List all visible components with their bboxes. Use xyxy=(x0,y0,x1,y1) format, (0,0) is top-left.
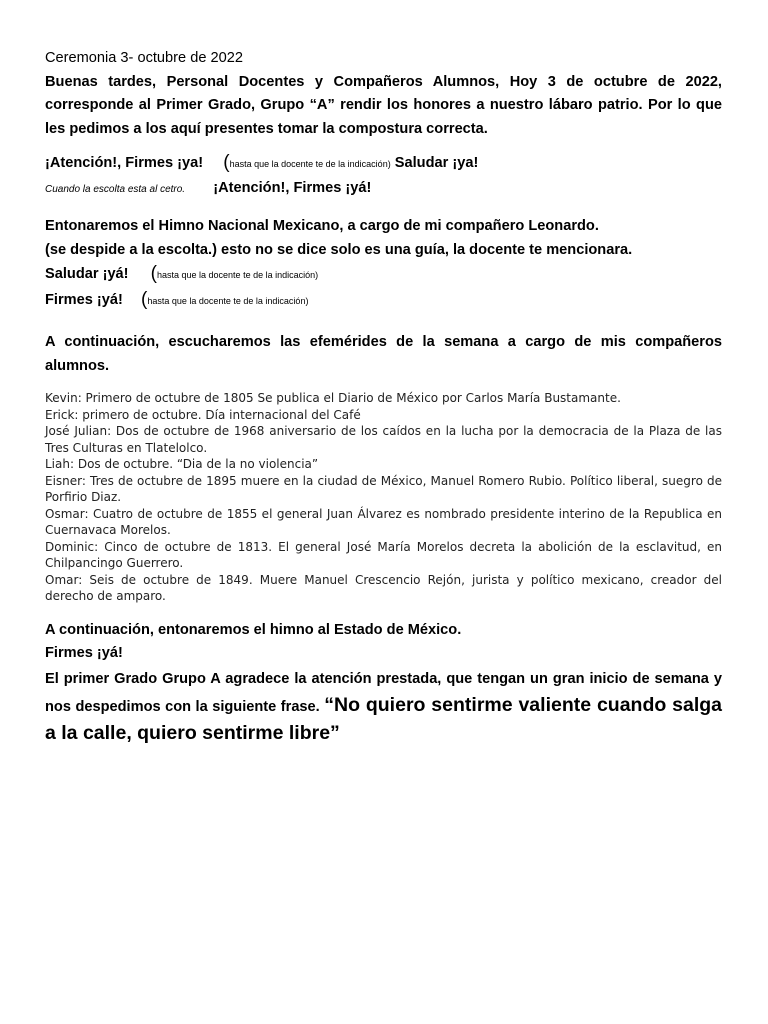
efemeride-item: Dominic: Cinco de octubre de 1813. El general José María Morelos decreta la abolición de la esclavitud, en Chilpancingo Guerrero. xyxy=(45,539,722,570)
efemerides-list xyxy=(45,390,722,605)
salute-line xyxy=(45,262,722,288)
efemeride-item: Kevin: Primero de octubre de 1805 Se publica el Diario de México por Carlos María Bustamante. xyxy=(45,391,621,405)
efemeride-item: Osmar: Cuatro de octubre de 1855 el general Juan Álvarez es nombrado presidente interino de la Republica en Cuernavaca Morelos. xyxy=(45,506,722,537)
commands-line-1 xyxy=(45,151,722,177)
attention-command-2: ¡Atención!, Firmes ¡yá! xyxy=(213,179,372,196)
efemeride-item: José Julian: Dos de octubre de 1968 aniversario de los caídos en la lucha por la democracia de la Plaza de las Tres Culturas en Tlatelolco. xyxy=(45,424,722,455)
document-page xyxy=(45,47,722,748)
paren-open-3: ( xyxy=(141,288,148,310)
attention-command: ¡Atención!, Firmes ¡ya! xyxy=(45,155,204,171)
efemerides-intro: A continuación, escucharemos las efemérides de la semana a cargo de mis compañeros alumnos. xyxy=(45,334,722,374)
salute-command: Saludar ¡ya! xyxy=(394,155,479,171)
instruction-note-2: hasta que la docente te de la indicación) xyxy=(157,270,319,280)
escort-note: Cuando la escolta esta al cetro. xyxy=(45,183,186,195)
efemeride-item: Liah: Dos de octubre. “Dia de la no violencia” xyxy=(45,457,319,471)
thanks-text: El primer Grado Grupo A agradece la atención prestada, que tengan un gran inicio de semana y nos despedimos con la siguiente frase. xyxy=(45,670,722,715)
firmes-final: Firmes ¡yá! xyxy=(45,645,123,661)
anthem-note: (se despide a la escolta.) esto no se dice solo es una guía, la docente te mencionara. xyxy=(45,241,633,258)
intro-paragraph: Buenas tardes, Personal Docentes y Compañeros Alumnos, Hoy 3 de octubre de 2022, corresponde al Primer Grado, Grupo “A” rendir los honores a nuestro lábaro patrio. Por lo que les pedimos a los aquí presentes tomar la compostura correcta. xyxy=(45,73,722,137)
firmes-command: Firmes ¡yá! xyxy=(45,291,123,308)
salute-command-2: Saludar ¡yá! xyxy=(45,266,129,282)
efemeride-item: Erick: primero de octubre. Día internacional del Café xyxy=(45,407,361,422)
closing-paragraph xyxy=(45,666,722,748)
commands-line-2 xyxy=(45,177,722,202)
paren-open-2: ( xyxy=(150,263,157,284)
state-anthem-line: A continuación, entonaremos el himno al Estado de México. xyxy=(45,621,462,638)
efemeride-item: Eisner: Tres de octubre de 1895 muere en la ciudad de México, Manuel Romero Rubio. Político liberal, suegro de Porfirio Diaz. xyxy=(45,473,722,504)
efemeride-item: Omar: Seis de octubre de 1849. Muere Manuel Crescencio Rejón, jurista y político mexicano, creador del derecho de amparo. xyxy=(45,572,722,603)
anthem-line: Entonaremos el Himno Nacional Mexicano, a cargo de mi compañero Leonardo. xyxy=(45,218,599,234)
firmes-line xyxy=(45,288,722,314)
paren-open: ( xyxy=(223,152,230,173)
instruction-note-3: hasta que la docente te de la indicación) xyxy=(147,295,309,306)
closing-quote: “No quiero sentirme valiente cuando salga a la calle, quiero sentirme libre” xyxy=(45,693,723,744)
instruction-note: hasta que la docente te de la indicación) xyxy=(229,159,391,169)
ceremony-title: Ceremonia 3- octubre de 2022 xyxy=(45,50,243,66)
